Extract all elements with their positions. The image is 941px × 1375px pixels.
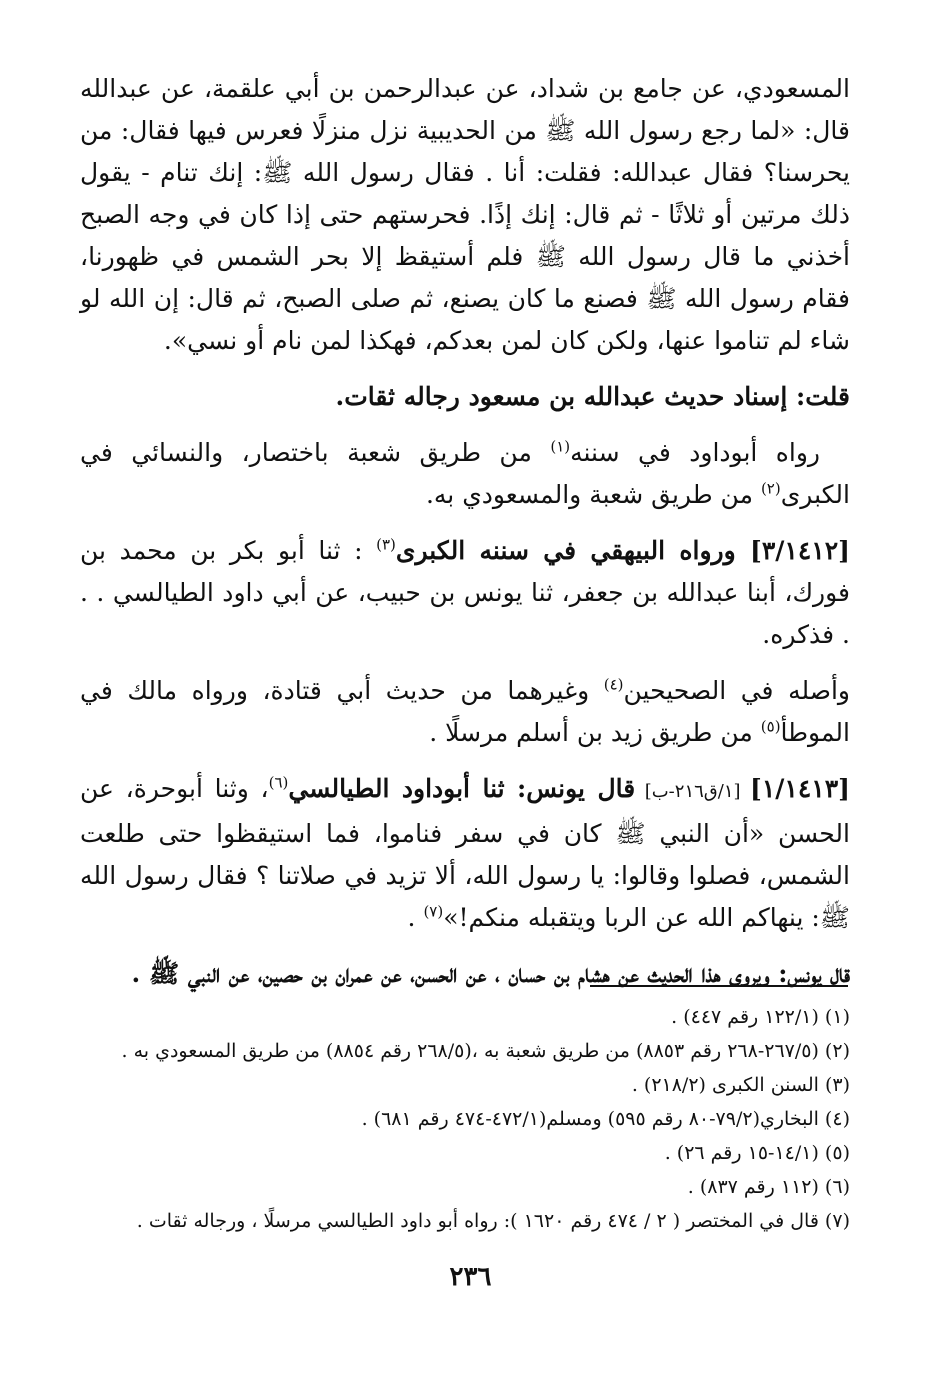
- footnote-6: (٦) (١١٢ رقم ٨٣٧) .: [687, 1176, 850, 1198]
- text-segment: .: [407, 903, 424, 932]
- text-segment: رواه أبوداود في سننه: [570, 438, 820, 467]
- footnote-5: (٥) (١٤/١-١٥ رقم ٢٦) .: [664, 1142, 850, 1164]
- text-segment: من طريق شعبة والمسعودي به.: [425, 480, 761, 509]
- hadith-paragraph-1: المسعودي، عن جامع بن شداد، عن عبدالرحمن بن أبي علقمة، عن عبدالله قال: «لما رجع رسول الله ﷺ من الحديبية نزل منزلًا فعرس فيها فقال: من يحرسنا؟ فقال عبدالله: فقلت: أنا . فقال رسول الله ﷺ: إنك تنام - يقول ذلك مرتين أو ثلاثًا - ثم قال: إنك إذًا. فحرستهم حتى إذا كان في وجه الصبح أخذني ما قال رسول الله ﷺ فلم أستيقظ إلا بحر الشمس في ظهورنا، فقام رسول الله ﷺ فصنع ما كان يصنع، ثم صلى الصبح، ثم قال: إن الله لو شاء لم تناموا عنها، ولكن كان لمن بعدكم، فهكذا لمن نام أو نسي».: [80, 74, 850, 355]
- hadith-paragraph-2: [80, 768, 850, 939]
- grading-paragraph: قلت: إسناد حديث عبدالله بن مسعود رجاله ثقات.: [335, 382, 850, 411]
- text-segment: ، وثنا أبوحرة، عن الحسن «أن النبي ﷺ كان في سفر فناموا، فما استيقظوا حتى طلعت الشمس، فصلوا وقالوا: يا رسول الله، ألا تزيد في صلاتنا ؟ فقال رسول الله ﷺ: ينهاكم الله عن الربا ويتقبله منكم!»: [80, 774, 850, 932]
- footnote-marker-2: (٢): [760, 479, 781, 498]
- footnote-marker-1: (١): [550, 437, 571, 456]
- main-text: [80, 68, 850, 1009]
- footnotes: [80, 1000, 850, 1238]
- footnote-3: (٣) السنن الكبرى (٢١٨/٢) .: [631, 1074, 850, 1096]
- text-segment: من طريق شعبة باختصار، والنسائي في الكبرى: [80, 438, 850, 509]
- footnote-4: (٤) البخاري(٧٩/٢-٨٠ رقم ٥٩٥) ومسلم(٤٧٢/١-٤٧٤ رقم ٦٨١) .: [361, 1108, 850, 1130]
- bayhaqi-paragraph: [80, 530, 850, 656]
- text-segment: : ثنا أبو بكر بن محمد بن فورك، أبنا عبدالله بن جعفر، ثنا يونس بن حبيب، عن أبي داود الطيالسي . . . فذكره.: [80, 536, 850, 649]
- origin-paragraph: [80, 670, 850, 754]
- hadith-number: [١/١٤١٣]: [750, 774, 850, 803]
- text-segment: ورواه البيهقي في سننه الكبرى: [395, 536, 751, 565]
- footnote-marker-3: (٣): [376, 535, 396, 554]
- footnote-marker-6: (٦): [268, 773, 289, 792]
- footnote-marker-5: (٥): [760, 717, 781, 736]
- text-segment: من طريق زيد بن أسلم مرسلًا .: [429, 718, 761, 747]
- yunus-paragraph: قال يونس: ويروى هذا الحديث عن هشام بن حسان ، عن الحسن، عن عمران بن حصين، عن النبي ﷺ .: [131, 959, 850, 988]
- hadith-number: [٣/١٤١٢]: [750, 536, 850, 565]
- text-segment: وغيرهما من حديث أبي قتادة، ورواه مالك في الموطأ: [80, 676, 850, 747]
- takhrij-paragraph: [80, 432, 850, 516]
- footnote-2: (٢) (٢٦٧/٥-٢٦٨ رقم ٨٨٥٣) من طريق شعبة به ،(٢٦٨/٥ رقم ٨٨٥٤) من طريق المسعودي به .: [121, 1040, 850, 1062]
- footnote-7: (٧) قال في المختصر ( ٢ / ٤٧٤ رقم ١٦٢٠ ): رواه أبو داود الطيالسي مرسلًا ، ورجاله ثقات .: [136, 1210, 850, 1232]
- footnote-marker-7: (٧): [423, 902, 444, 921]
- text-segment: قال يونس: ثنا أبوداود الطيالسي: [288, 774, 636, 803]
- footnote-divider: [590, 985, 848, 987]
- page-number: ٢٣٦: [449, 1262, 492, 1292]
- manuscript-reference: [١/ق٢١٦-ب]: [635, 781, 751, 802]
- footnote-marker-4: (٤): [603, 675, 624, 694]
- footnote-1: (١) (١٢٢/١ رقم ٤٤٧) .: [671, 1006, 850, 1028]
- text-segment: وأصله في الصحيحين: [623, 676, 850, 705]
